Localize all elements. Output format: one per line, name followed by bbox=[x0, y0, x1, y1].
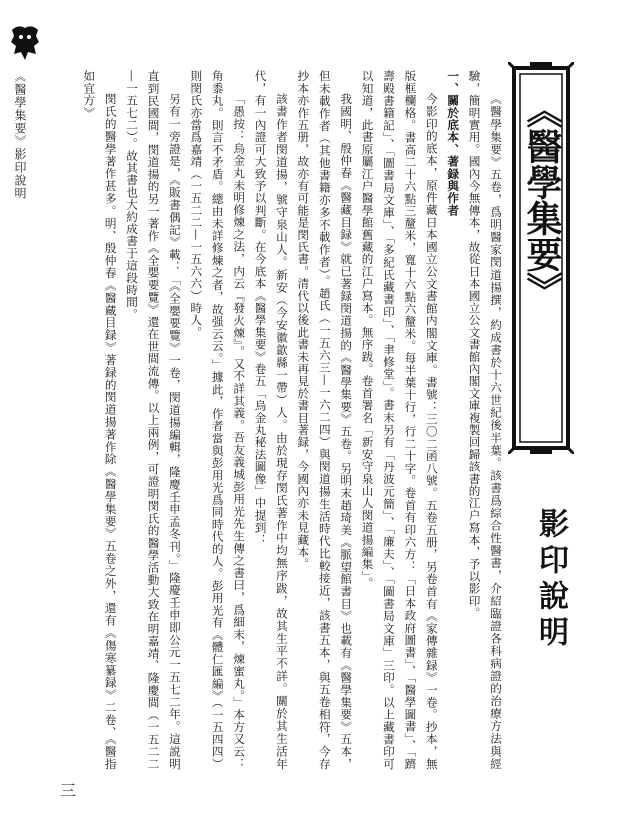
section-heading: 一、關於底本、著録與作者 bbox=[446, 70, 461, 217]
paragraph: 閔氏的醫學著作甚多。明、殷仲春《醫藏目録》著録的閔道揚著作除《醫學集要》五卷之外，還有《傷寒纂録》二卷、《醫指如宜方》 bbox=[82, 70, 118, 770]
quote-paragraph: 「愚按：烏金丸未明修煉之法，内云『發火煉』。又不詳其義。吾友義城彭用光先生傳之書曰，爲細末，煉蜜丸。」本方又云：角黍丸。則言不矛盾。總由未詳修煉之者，故强云云。」據此，作者當與彭用光爲同時代的人。彭用光有《體仁匯編》（一五四四）則閔氏亦當爲嘉靖（一五二二—一五六六）時人。 bbox=[189, 70, 247, 770]
section-subtitle: 影印說明 bbox=[533, 508, 568, 652]
intro-paragraph: 《醫學集要》五卷，爲明醫家閔道揚撰，約成書於十六世紀後半葉。該書爲綜合性醫書，介紹臨證各科病證的治療方法與經驗，簡明實用。國內今無傳本，故從日本國立公文書館內閣文庫複製回歸該書的江户寫本，予以影印。 bbox=[467, 70, 503, 770]
paragraph: 我國明、殷仲春《醫藏目録》就已著録閔道揚的《醫學集要》五卷。另明末趙琦美《脈望館書目》也載有《醫學集要》五本，但未載作者（其他書籍亦多不載作者）。趙氏（一五六三—一六二四）與閔道揚生活時代比較接近，該書五本，與五卷相符，今存抄本亦作五册，故亦有可能是閔氏書。清代以後此書未再見於書目著録，今國內亦未見藏本。 bbox=[296, 70, 354, 770]
running-title: 《醫學集要》影印說明 bbox=[13, 70, 27, 200]
paragraph: 另有一旁證是，《販書偶記》載：「《全嬰要覽》一卷，閔道揚編輯，隆慶壬申孟冬刊。」隆慶壬申即公元一五七二年。這説明直到民國間，閔道揚的另一著作《全嬰要覽》還在世間流傳。以上兩例，可證明閔氏的醫學活動大致在明嘉靖、隆慶間（一五二二—一五七二）。故其書也大約成書于這段時間。 bbox=[125, 70, 182, 770]
paragraph: 今影印的底本，原件藏日本國立公文書館内閣文庫。書號：三〇二函八號。五卷五册，另卷首有《家傳雜録》一卷。抄本，無版框欄格。書高二十六點三釐米，寬十六點六釐米。每半葉十行，行二十字。卷首有印六方：「日本政府圖書」、「醫學圖書」、「躋壽殿書籍記」、「圖書局文庫」、「多紀氏藏書印」、「聿修堂」。書末另有「丹波元簡」、「廉夫」、「圖書局文庫」三印。以上藏書印可以知道，此書原屬江户醫學館舊藏的江户寫本。無序跋。卷首署名「新安守泉山人閔道揚編集」。 bbox=[360, 70, 439, 770]
publisher-logo-icon bbox=[8, 22, 42, 62]
book-title: 《醫學集要》 bbox=[521, 92, 563, 308]
body-text bbox=[78, 70, 506, 770]
page-number: 三 bbox=[60, 781, 77, 800]
paragraph: 該書作者閔道揚，號守泉山人。新安（今安徽歙縣一帶）人。由於現存閔氏著作中均無序跋，故其生平不詳。關於其生活年代，有一內證可大致予以判斷。在今底本《醫學集要》卷五「烏金丸秘法圖像」中提到： bbox=[253, 70, 289, 770]
